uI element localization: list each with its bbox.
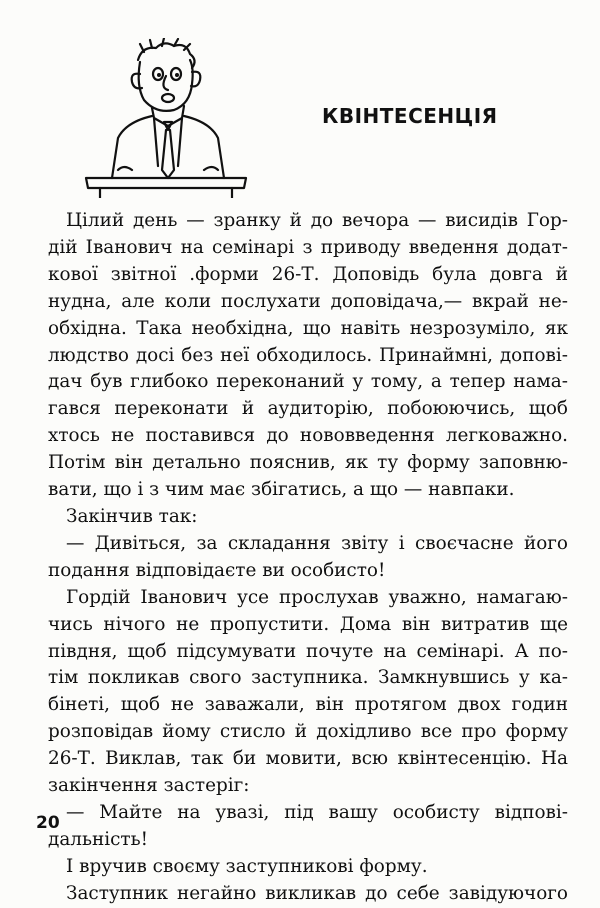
text-line: Гордій Іванович усе прослухав уважно, намагаю- bbox=[66, 586, 568, 608]
speaker-at-podium-illustration bbox=[78, 38, 253, 198]
text-line: півдня, щоб підсумувати почуте на семінарі. А по- bbox=[48, 640, 568, 662]
text-line: закінчення застеріг: bbox=[48, 775, 250, 797]
story-body bbox=[48, 208, 568, 908]
text-line: тім покликав свого заступника. Замкнувшись у ка- bbox=[48, 667, 568, 689]
text-line: нудна, але коли послухати доповідача,— вкрай не- bbox=[48, 290, 568, 312]
text-line: дач був глибоко переконаний у тому, а тепер нама- bbox=[48, 371, 568, 393]
text-line: Закінчив так: bbox=[66, 505, 198, 527]
text-line: гався переконати й аудиторію, побоюючись, щоб bbox=[48, 398, 568, 420]
text-line: дій Іванович на семінарі з приводу введення додат- bbox=[48, 236, 568, 258]
page-number: 20 bbox=[36, 813, 60, 833]
text-line: обхідна. Така необхідна, що навіть незрозуміло, як bbox=[48, 317, 568, 339]
text-line: вати, що і з чим має збігатись, а що — навпаки. bbox=[48, 479, 515, 501]
text-line: Заступник негайно викликав до себе завідуючого bbox=[66, 882, 568, 904]
text-line: людство досі без неї обходилось. Принаймні, допові- bbox=[48, 344, 568, 366]
text-line: подання відповідаєте ви особисто! bbox=[48, 559, 386, 581]
text-line: Потім він детально пояснив, як ту форму заповню- bbox=[48, 452, 568, 474]
text-line: бінеті, щоб не заважали, він протягом двох годин bbox=[48, 694, 568, 716]
text-line: розповідав йому стисло й дохідливо все про форму bbox=[48, 721, 568, 743]
text-line: дальність! bbox=[48, 828, 148, 850]
text-line: 26-Т. Виклав, так би мовити, всю квінтесенцію. На bbox=[48, 748, 568, 770]
text-line: І вручив своєму заступникові форму. bbox=[66, 855, 428, 877]
text-line: — Дивіться, за складання звіту і своєчасне його bbox=[66, 532, 568, 554]
text-line: Цілий день — зранку й до вечора — висидів Гор- bbox=[66, 210, 568, 231]
story-title: КВІНТЕСЕНЦІЯ bbox=[322, 104, 498, 128]
text-line: хтось не поставився до нововведення легковажно. bbox=[48, 425, 568, 447]
text-line: кової звітної .форми 26-Т. Доповідь була довга й bbox=[48, 263, 568, 285]
text-line: чись нічого не пропустити. Дома він витратив ще bbox=[48, 613, 568, 635]
text-line: — Майте на увазі, під вашу особисту відпові- bbox=[66, 801, 568, 823]
